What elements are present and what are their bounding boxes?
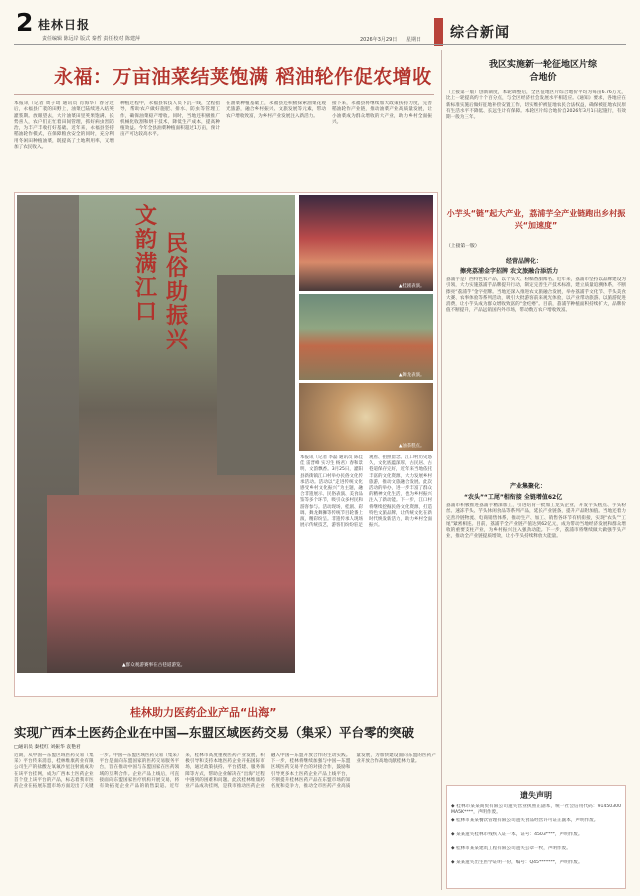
section-name: 综合新闻 — [450, 25, 510, 41]
notice-box — [446, 785, 626, 889]
photo-food — [299, 383, 433, 451]
feature-body: 本报讯（记者 李磊 通讯员 陈佳佳 雷晋峰 实习生 杨君）春和景明，文韵飘香。3月25日，灌阳县新街镇江口村举办民俗文化传承活动。活动以“走进传统文化 感受乡村文化振兴”为主题，融合非遗展示、民俗表演、美食品鉴等多个环节，吸引众多村民和游客参与。活动现场，桂剧、彩调、舞龙舞狮等传统节目轮番上演，精彩纷呈。非遗传承人现场展示传统技艺，游客们纷纷驻足观看、拍照留念。江口村历史悠久，文化底蕴深厚，古民居、古巷道保存完好，近年来当地依托丰富的文化资源，大力发展乡村旅游，推动文旅融合发展。此次活动的举办，进一步丰富了群众的精神文化生活，也为乡村振兴注入了新动能。下一步，江口村将继续挖掘民俗文化资源，打造特色文旅品牌，让传统文化在新时代焕发新活力，助力乡村全面振兴。 — [300, 455, 432, 529]
caption-stage-photo: ▲桂剧表演。 — [399, 284, 425, 289]
bottom-kicker: 桂林助力医药企业产品“出海” — [130, 706, 277, 719]
column-divider — [441, 50, 442, 890]
bottom-headline: 实现广西本土医药企业在中国—东盟区域医药交易（集采）平台零的突破 — [14, 725, 415, 740]
story-2-sub-2b: “农头”“工尾”相衔接 全链增值62亿 — [464, 494, 563, 501]
notice-item: ◆ 桂林市某某餐饮管理有限公司遗失食品经营许可证正副本，声明作废。 — [451, 818, 599, 823]
building-right — [217, 275, 295, 475]
story-2-continued: （上接第一版） — [446, 244, 480, 249]
issue-date: 2026年3月29日 — [360, 37, 398, 43]
notice-item: ◆ 桂林市某某建筑工程有限公司遗失公章一枚，声明作废。 — [451, 846, 571, 851]
story-2-headline: 小芋头“链”起大产业，荔浦芋全产业链跑出乡村振兴“加速度” — [446, 209, 626, 230]
story-2-body-1: 荔浦芋是广西特色农产品，以个头大、粉糯香甜闻名。近年来，荔浦市坚持以品牌建设为引领，大力实施荔浦芋品牌提升行动，制定完善生产技术标准，建立质量追溯体系，不断擦亮“荔浦芋”金字招牌。当地还深入推进农文旅融合发展，举办荔浦芋文化节、芋头美食大赛、农事体验等系列活动，吸引大批游客前来观光体验，以产业带动旅游、以旅游促进消费，让小芋头成为群众增收致富的“金疙瘩”。目前，荔浦芋种植面积持续扩大，品牌价值不断提升，产品远销国内外市场，带动数万农户增收致富。 — [446, 277, 626, 314]
story-2-sub-2: 产业集聚化： — [510, 483, 547, 490]
story-1-body: （上接第一版）创新制度，本轮调整后，全区征地区片综合地价平均为每亩6.76万元，比上一轮提高约十个百分点，与全区经济社会发展水平相适应。《通知》要求，各地应在新标准实施后做好征地补偿安置工作，切实维护被征地农民合法权益，确保被征地农民原有生活水平不降低、长远生计有保障。本轮区片综合地价自2026年3月1日起施行，有效期一般为三年。 — [446, 90, 626, 121]
masthead-rule — [14, 44, 626, 45]
caption-main-photo: ▲群众观游赛事在古巷道游览。 — [122, 663, 186, 668]
crowd — [47, 495, 295, 673]
notice-title: 遗失声明 — [520, 791, 552, 800]
vertical-title-1: 文韵满江口 — [135, 203, 158, 325]
bottom-byline: □通讯员 秦桂红 刘振华 袁艳君 — [14, 745, 81, 750]
section-marker-icon — [434, 18, 443, 46]
lead-column-3: 在油菜种植基础上，永福县还积极探索油菜花观光旅游，融合乡村振兴、文旅发展等元素，带动农户增收致富，为乡村产业发展注入新活力。 — [226, 101, 326, 119]
photo-dragon — [299, 294, 433, 380]
issue-weekday: 星期日 — [406, 37, 422, 43]
photo-stage — [299, 195, 433, 291]
notice-item: ◆ 桂林市某某商贸有限公司遗失营业执照正副本，统一社会信用代码：91450300MA5K****，声明作废。 — [451, 804, 621, 816]
notice-item: ◆ 某某遗失出生医学证明一份，编号：Q45*******，声明作废。 — [451, 860, 583, 865]
lead-column-4: 接下来，永福县将继续加大政策扶持力度，完善稻油轮作产业链，推动油菜产业高质量发展，让小油菜成为群众增收的大产业，助力乡村全面振兴。 — [332, 101, 432, 125]
lead-column-2: 种植过程中，永福县农技人员下沉一线，全程指导，帮助农户做好施肥、排水、防虫等管理工作，确保油菜稳产增收。同时，当地还积极推广机械化收割和烘干技术，降低生产成本，提高种植效益。今年全县油菜种植面积超过1万亩，预计亩产可达较高水平。 — [120, 101, 220, 138]
paper-logo: 桂林日报 — [38, 18, 91, 32]
story-2-sub-1b: 擦亮荔浦金字招牌 农文旅融合添活力 — [460, 268, 559, 275]
masthead — [14, 8, 626, 46]
page-number: 2 — [16, 8, 34, 37]
notice-item: ◆ 某某遗失桂林市残疾人证一本，证号：4503****，声明作废。 — [451, 832, 583, 837]
caption-dragon-photo: ▲舞龙表演。 — [399, 373, 425, 378]
headline-rule — [14, 94, 434, 95]
lead-column-1: 本报讯（记者 周子琦 通讯员 肖海华）春分过后，永福县广袤的田野上，油菜已陆续进入结荚灌浆期。放眼望去，大片油菜田里荚果饱满、长势喜人，农户们正忙着田间管理，抓好病虫害防治，为丰产丰收打好基础。近年来，永福县坚持稻油轮作模式，在保障粮食安全的同时，充分利用冬闲田种植油菜，既提高了土地利用率，又增加了农民收入。 — [14, 101, 114, 151]
story-2-body-2: 荔浦市积极推进荔浦芋精深加工，引进培育一批加工龙头企业，开发芋头糕点、芋头粉丝、速冻芋头、芋头休闲食品等系列产品，延长产业链条，提升产品附加值。当地还着力完善冷链物流、电商销售体系，推动生产、加工、销售各环节有机衔接，实现“农头”“工尾”紧密相连。目前，荔浦芋全产业链产值达到62亿元，成为带动当地经济发展和群众增收的重要支柱产业，为乡村振兴注入强劲动能。下一步，荔浦市将继续做大做强芋头产业，推动全产业链提质增效，让小芋头持续释放大能量。 — [446, 503, 626, 540]
vertical-title-2: 民俗助振兴 — [166, 231, 189, 353]
staff-credits: 责任编辑 陈远岸 版式 秦哲 责任校对 陈建萍 — [42, 36, 140, 42]
bottom-body: 近期，从中国—东盟区域医药交易（集采）平台传来消息，桂林维康药业有限公司生产的盐酸左氧氟沙星注射液成功在该平台挂网，成为广西本土医药企业首个登上该平台的产品，标志着我市医药企业在拓展东盟市场方面迈出了关键一步。中国—东盟区域医药交易（集采）平台是面向东盟国家的医药交易服务平台，旨在推动中国与东盟国家在医药领域的互利合作。企业产品上线后，可直接面向东盟国家医疗机构开展交易，将有效拓宽企业产品的销售渠道。近年来，桂林市高度重视医药产业发展，积极引导和支持本地医药企业开拓国际市场，通过政策扶持、平台搭建、服务保障等方式，帮助企业解决在“出海”过程中遇到的困难和问题。此次桂林维康药业产品成功挂网，是我市推动医药企业融入中国—东盟开放合作的生动实践。下一步，桂林将继续加强与中国—东盟区域医药交易平台的对接合作，鼓励和引导更多本土医药企业产品上线平台，不断提升桂林医药产品在东盟市场的知名度和竞争力，推动全市医药产业高质量发展，为加快建设面向东盟的医药产业开放合作高地贡献桂林力量。 — [14, 753, 436, 790]
story-1-headline: 我区实施新一轮征地区片综合地价 — [488, 60, 597, 83]
lead-headline: 永福：万亩油菜结荚饱满 稻油轮作促农增收 — [54, 66, 432, 88]
story-2-sub-1: 经营品牌化： — [506, 258, 543, 265]
caption-food-photo: ▲油茶糕点。 — [399, 444, 425, 449]
